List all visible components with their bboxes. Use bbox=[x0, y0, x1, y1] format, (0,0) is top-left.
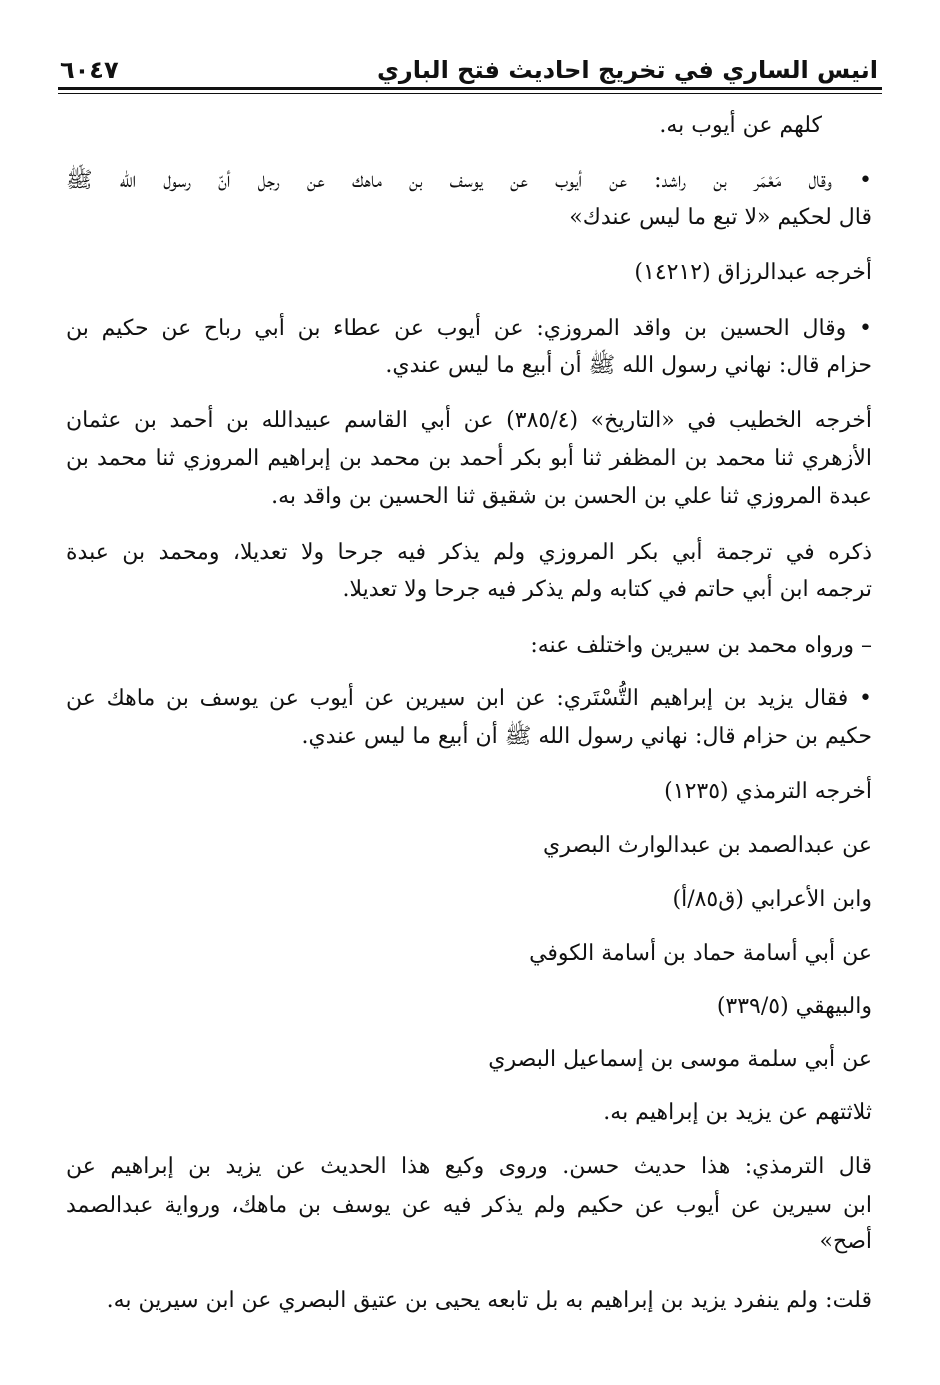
text-line: ذكره في ترجمة أبي بكر المروزي ولم يذكر فيه جرحا ولا تعديلا، ومحمد بن عبدة bbox=[66, 540, 872, 565]
text-line: أخرجه الخطيب في «التاريخ» (٣٨٥/٤) عن أبي القاسم عبيدالله بن أحمد بن عثمان bbox=[66, 408, 873, 433]
text-line: أخرجه الترمذي (١٢٣٥) bbox=[664, 779, 872, 804]
text-line: قال لحكيم «لا تبع ما ليس عندك» bbox=[569, 205, 872, 230]
text-line: الأزهري ثنا محمد بن المظفر ثنا أبو بكر أحمد بن محمد بن إبراهيم المروزي ثنا محمد بن bbox=[66, 446, 872, 471]
header-rule-thick bbox=[58, 87, 882, 90]
text-line: عبدة المروزي ثنا علي بن الحسن بن شقيق ثنا الحسين بن واقد به. bbox=[271, 484, 872, 509]
text-line: قلت: ولم ينفرد يزيد بن إبراهيم به بل تابعه يحيى بن عتيق البصري عن ابن سيرين به. bbox=[106, 1288, 872, 1313]
text-line: وابن الأعرابي (ق٨٥/أ) bbox=[672, 887, 872, 912]
text-line: ابن سيرين عن أيوب عن حكيم ولم يذكر فيه عن يوسف بن ماهك، ورواية عبدالصمد bbox=[66, 1193, 872, 1218]
text-line: عن أبي أسامة حماد بن أسامة الكوفي bbox=[529, 941, 872, 966]
text-line: عن عبدالصمد بن عبدالوارث البصري bbox=[542, 833, 872, 858]
text-line: قال الترمذي: هذا حديث حسن. وروى وكيع هذا الحديث عن يزيد بن إبراهيم عن bbox=[66, 1154, 872, 1179]
text-line: حزام قال: نهاني رسول الله ﷺ أن أبيع ما ليس عندي. bbox=[385, 353, 872, 378]
text-line: – ورواه محمد بن سيرين واختلف عنه: bbox=[530, 633, 872, 658]
text-line: كلهم عن أيوب به. bbox=[659, 113, 822, 138]
running-header bbox=[60, 44, 878, 84]
header-rule-thin bbox=[58, 93, 882, 94]
text-line: والبيهقي (٣٣٩/٥) bbox=[716, 994, 872, 1019]
text-line: ترجمه ابن أبي حاتم في كتابه ولم يذكر فيه جرحا ولا تعديلا. bbox=[342, 577, 872, 602]
text-line: أخرجه عبدالرزاق (١٤٢١٢) bbox=[634, 260, 872, 285]
text-line: • وقال الحسين بن واقد المروزي: عن أيوب عن عطاء بن أبي رباح عن حكيم بن bbox=[66, 316, 872, 341]
text-line: • وقال مَعْمَر بن راشد: عن أيوب عن يوسف بن ماهك عن رجل أنّ رسول الله ﷺ bbox=[66, 168, 872, 193]
header-title: انيس الساري في تخريج احاديث فتح الباري bbox=[376, 56, 878, 84]
text-line: عن أبي سلمة موسى بن إسماعيل البصري bbox=[488, 1047, 872, 1072]
page-number: ٦٠٤٧ bbox=[60, 56, 119, 84]
text-line: حكيم بن حزام قال: نهاني رسول الله ﷺ أن أبيع ما ليس عندي. bbox=[301, 724, 872, 749]
text-line: أصح» bbox=[819, 1229, 872, 1254]
text-line: • فقال يزيد بن إبراهيم التُّسْتَري: عن ابن سيرين عن أيوب عن يوسف بن ماهك عن bbox=[66, 686, 872, 711]
text-line: ثلاثتهم عن يزيد بن إبراهيم به. bbox=[603, 1100, 872, 1125]
